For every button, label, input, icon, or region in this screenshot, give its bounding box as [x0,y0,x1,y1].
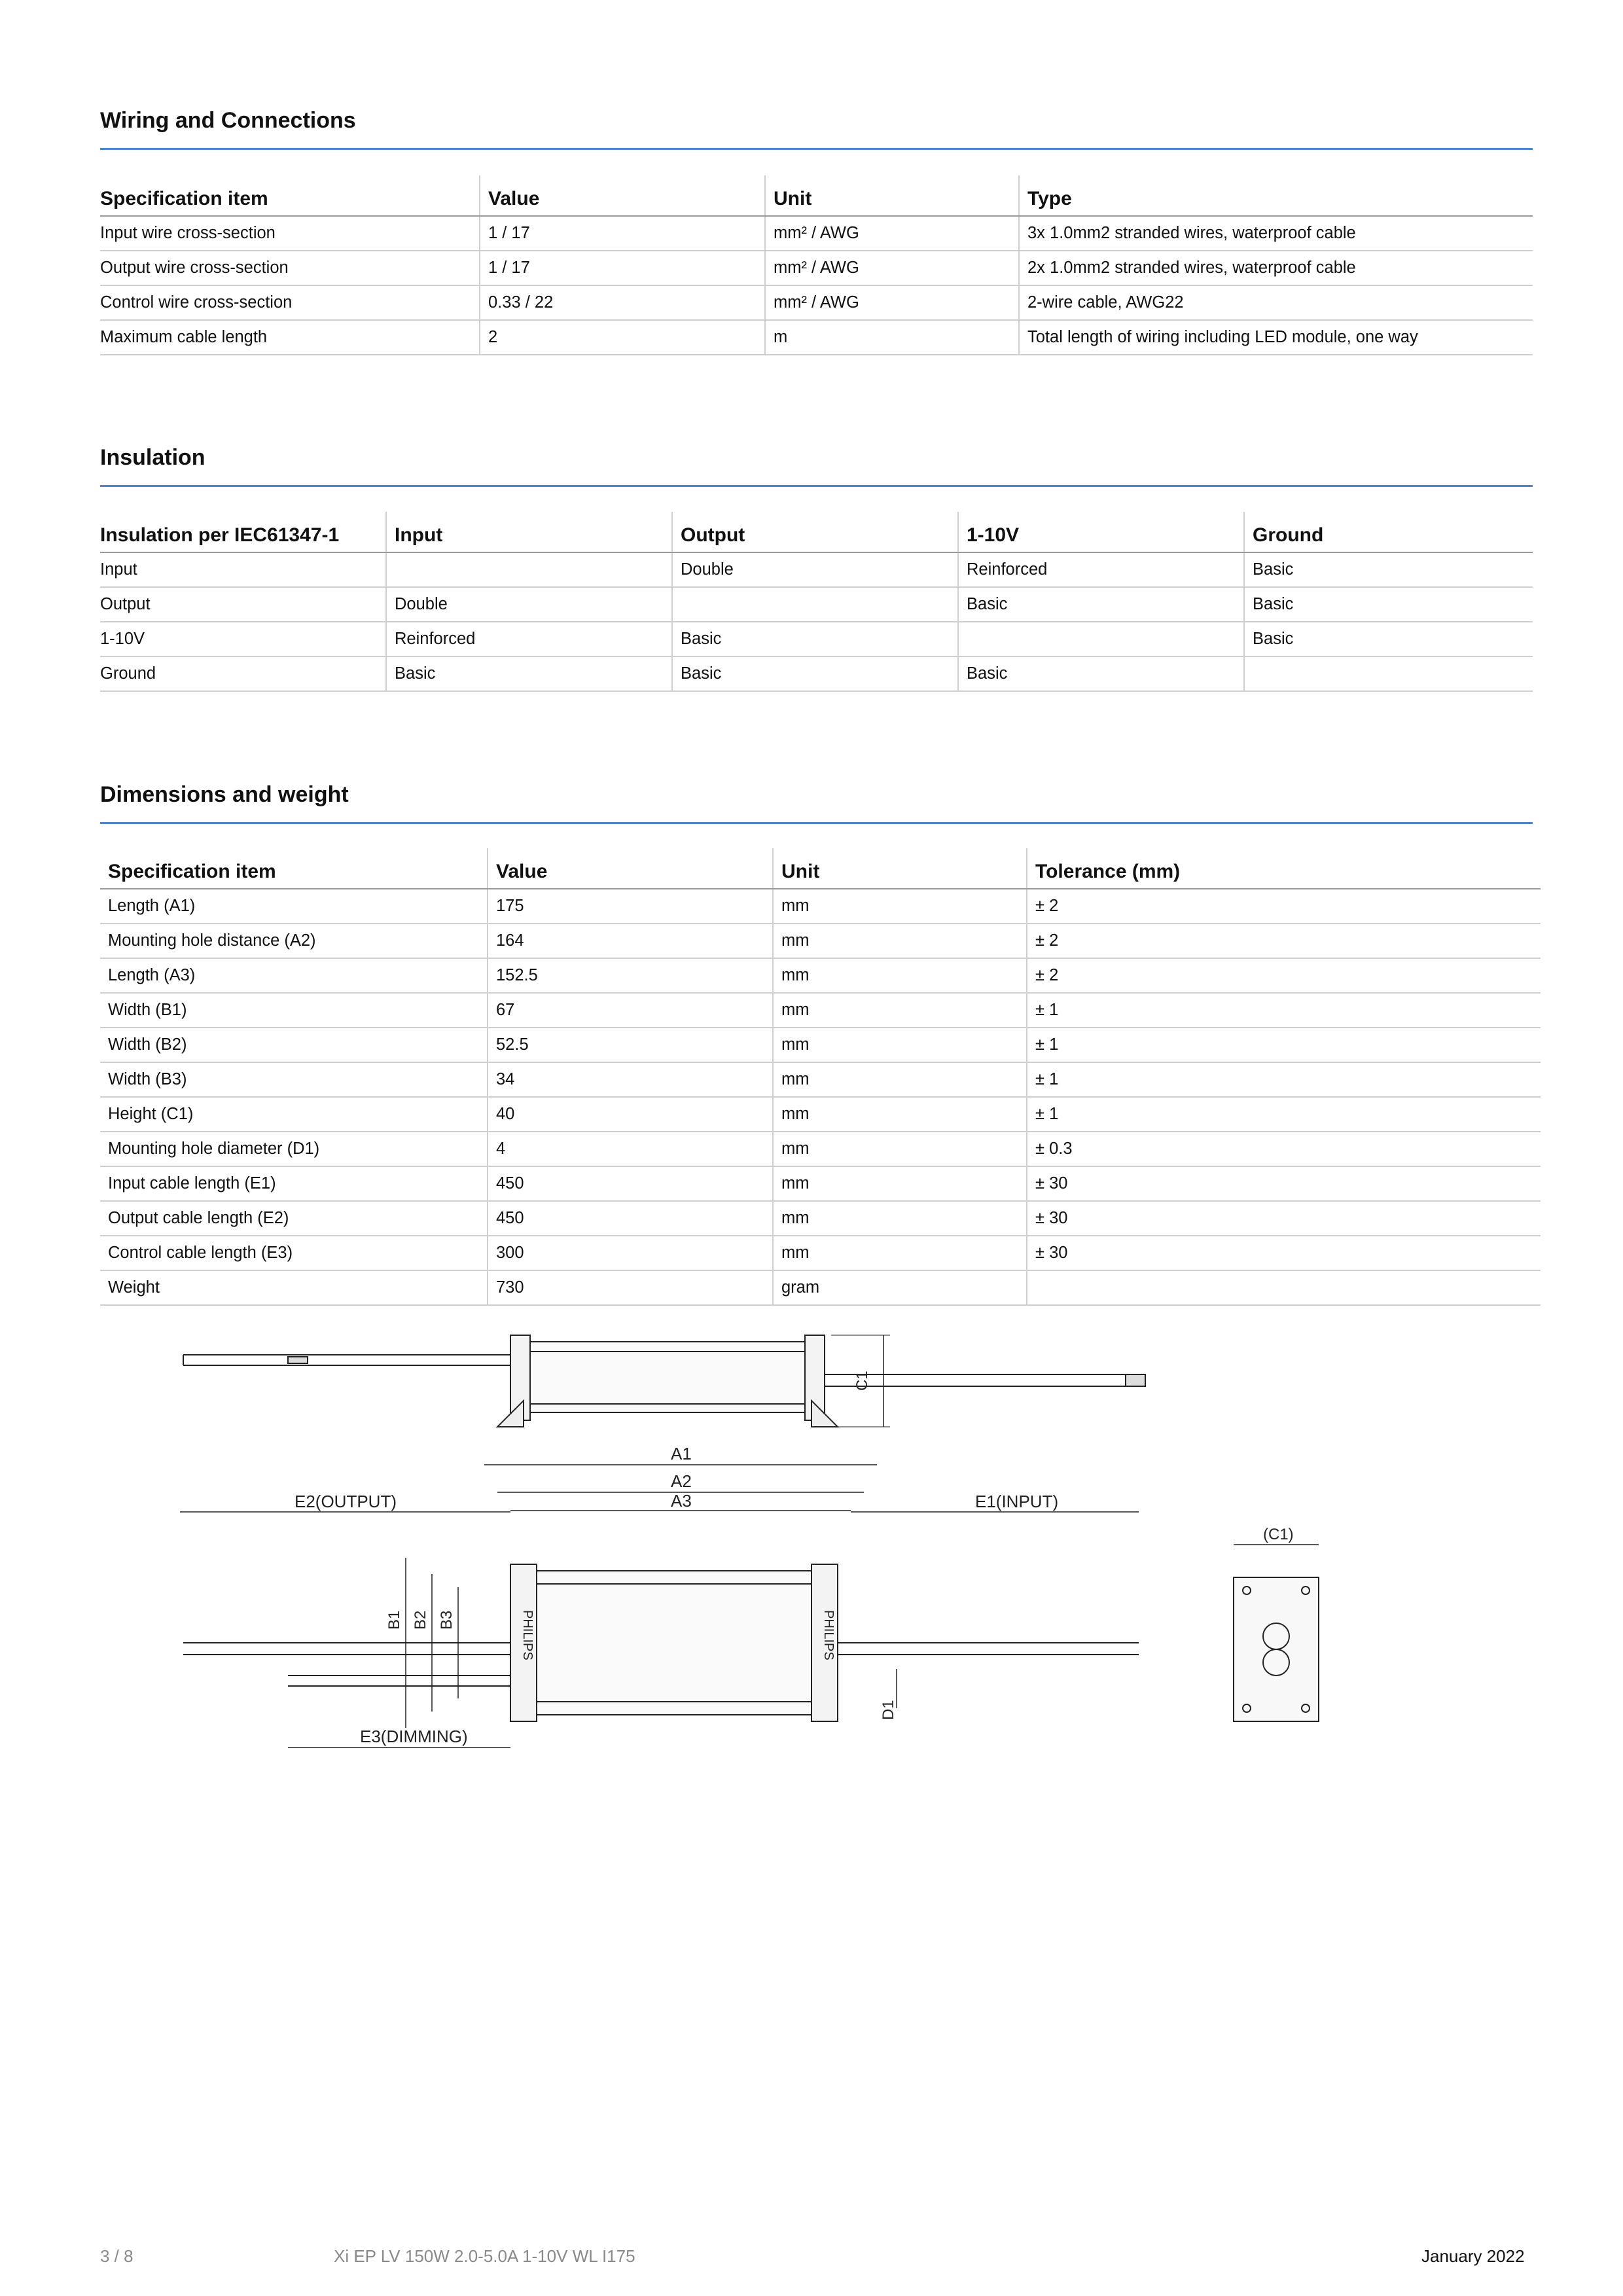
column-header: Ground [1244,512,1533,552]
table-cell: ± 1 [1027,1097,1541,1132]
table-cell: mm [773,1201,1027,1236]
table-cell: Double [386,587,672,622]
table-cell: 152.5 [488,958,773,993]
table-cell: Basic [1244,587,1533,622]
table-cell: Width (B1) [100,993,488,1028]
table-row [100,251,1533,285]
table-cell: Total length of wiring including LED module, one way [1019,320,1533,355]
table-cell: Output [100,587,386,622]
wiring-header-row [100,175,1533,216]
section-title-dimensions: Dimensions and weight [100,782,1533,824]
label-b2: B2 [412,1610,429,1630]
table-cell [1027,1270,1541,1305]
table-row [100,924,1541,958]
section-wiring [100,108,1533,150]
table-cell: 175 [488,889,773,924]
label-d1: D1 [880,1700,897,1720]
table-cell: gram [773,1270,1027,1305]
table-cell: 0.33 / 22 [480,285,765,320]
table-row [100,1201,1541,1236]
table-cell: ± 1 [1027,1028,1541,1062]
column-header: Value [488,848,773,889]
table-row [100,656,1533,691]
wiring-table-header [100,175,1533,216]
table-row [100,1270,1541,1305]
table-cell: 1 / 17 [480,216,765,251]
table-row [100,1132,1541,1166]
table-row [100,1236,1541,1270]
table-cell: m [765,320,1019,355]
table-cell: mm [773,958,1027,993]
table-cell: mm² / AWG [765,285,1019,320]
dimensions-table-header [100,848,1541,889]
table-cell: 2x 1.0mm2 stranded wires, waterproof cable [1019,251,1533,285]
table-cell: mm² / AWG [765,251,1019,285]
section-title-wiring: Wiring and Connections [100,108,1533,150]
table-cell: Control wire cross-section [100,285,480,320]
table-cell: mm [773,1062,1027,1097]
table-cell: ± 0.3 [1027,1132,1541,1166]
table-cell: Output cable length (E2) [100,1201,488,1236]
table-row [100,216,1533,251]
table-row [100,889,1541,924]
table-cell: Height (C1) [100,1097,488,1132]
table-cell: 450 [488,1201,773,1236]
table-cell: Basic [672,656,958,691]
table-row [100,622,1533,656]
table-row [100,1097,1541,1132]
table-cell: Width (B2) [100,1028,488,1062]
table-cell [386,552,672,587]
table-cell [672,587,958,622]
label-a3: A3 [671,1491,692,1511]
table-cell: mm [773,1236,1027,1270]
table-cell: 34 [488,1062,773,1097]
table-cell: 450 [488,1166,773,1201]
table-cell: 300 [488,1236,773,1270]
label-b3: B3 [438,1610,455,1630]
table-cell: Length (A3) [100,958,488,993]
table-cell: Ground [100,656,386,691]
column-header: Insulation per IEC61347-1 [100,512,386,552]
table-cell: mm [773,993,1027,1028]
table-cell: mm [773,1097,1027,1132]
table-cell: ± 1 [1027,1062,1541,1097]
table-cell [1244,656,1533,691]
table-cell: Control cable length (E3) [100,1236,488,1270]
label-a2: A2 [671,1471,692,1491]
footer-page-number: 3 / 8 [100,2246,134,2266]
table-cell: mm [773,1132,1027,1166]
column-header: Value [480,175,765,216]
table-cell: Length (A1) [100,889,488,924]
table-cell: 1 / 17 [480,251,765,285]
label-e2: E2(OUTPUT) [294,1492,397,1511]
table-cell: 67 [488,993,773,1028]
wiring-table-body [100,216,1533,355]
table-row [100,1062,1541,1097]
table-cell: Basic [672,622,958,656]
table-cell: mm [773,889,1027,924]
table-cell: Mounting hole distance (A2) [100,924,488,958]
top-view [180,1444,1139,1748]
table-row [100,320,1533,355]
table-cell: mm [773,1166,1027,1201]
section-title-insulation: Insulation [100,445,1533,487]
label-e1: E1(INPUT) [975,1492,1059,1511]
table-cell: Reinforced [386,622,672,656]
table-cell: Double [672,552,958,587]
label-c1: C1 [853,1371,871,1391]
table-cell: Basic [1244,552,1533,587]
wiring-table [100,175,1533,355]
table-cell: 730 [488,1270,773,1305]
insulation-table [100,512,1533,692]
table-row [100,587,1533,622]
table-cell: 1-10V [100,622,386,656]
table-cell: Input [100,552,386,587]
table-cell: ± 30 [1027,1236,1541,1270]
column-header: Tolerance (mm) [1027,848,1541,889]
section-dimensions [100,782,1533,824]
table-cell: ± 30 [1027,1201,1541,1236]
label-b1: B1 [385,1610,403,1630]
table-cell [958,622,1244,656]
insulation-table-body [100,552,1533,691]
label-c1-end: (C1) [1263,1526,1294,1543]
column-header: Input [386,512,672,552]
table-cell: Mounting hole diameter (D1) [100,1132,488,1166]
column-header: Specification item [100,175,480,216]
table-row [100,993,1541,1028]
label-a1: A1 [671,1444,692,1463]
table-cell: ± 30 [1027,1166,1541,1201]
brand-left: PHILIPS [520,1610,535,1660]
table-cell: mm² / AWG [765,216,1019,251]
table-cell: 164 [488,924,773,958]
table-cell: ± 2 [1027,958,1541,993]
insulation-header-row [100,512,1533,552]
table-cell: 4 [488,1132,773,1166]
table-cell: ± 2 [1027,924,1541,958]
label-e3: E3(DIMMING) [360,1727,468,1746]
table-row [100,958,1541,993]
table-cell: 52.5 [488,1028,773,1062]
column-header: Specification item [100,848,488,889]
side-view [183,1335,1145,1427]
column-header: 1-10V [958,512,1244,552]
table-cell: 3x 1.0mm2 stranded wires, waterproof cable [1019,216,1533,251]
table-row [100,1028,1541,1062]
column-header: Output [672,512,958,552]
table-cell: Basic [958,656,1244,691]
end-view [1234,1526,1319,1721]
table-cell: Reinforced [958,552,1244,587]
footer-product-name: Xi EP LV 150W 2.0-5.0A 1-10V WL I175 [334,2246,635,2266]
table-row [100,1166,1541,1201]
section-insulation [100,445,1533,487]
column-header: Unit [773,848,1027,889]
table-cell: Basic [958,587,1244,622]
table-cell: 2 [480,320,765,355]
dimensions-table-body [100,889,1541,1305]
table-cell: Basic [1244,622,1533,656]
insulation-table-header [100,512,1533,552]
table-cell: Width (B3) [100,1062,488,1097]
dimensions-table [100,848,1541,1306]
table-cell: ± 2 [1027,889,1541,924]
table-cell: mm [773,1028,1027,1062]
dimension-drawing [157,1322,1335,1767]
table-cell: 2-wire cable, AWG22 [1019,285,1533,320]
table-cell: Maximum cable length [100,320,480,355]
table-row [100,285,1533,320]
table-cell: Input wire cross-section [100,216,480,251]
footer-date: January 2022 [1421,2246,1525,2266]
dimensions-header-row [100,848,1541,889]
table-cell: Basic [386,656,672,691]
table-cell: Weight [100,1270,488,1305]
table-cell: ± 1 [1027,993,1541,1028]
table-cell: 40 [488,1097,773,1132]
table-cell: mm [773,924,1027,958]
table-row [100,552,1533,587]
brand-right: PHILIPS [821,1610,836,1660]
table-cell: Input cable length (E1) [100,1166,488,1201]
column-header: Type [1019,175,1533,216]
table-cell: Output wire cross-section [100,251,480,285]
column-header: Unit [765,175,1019,216]
